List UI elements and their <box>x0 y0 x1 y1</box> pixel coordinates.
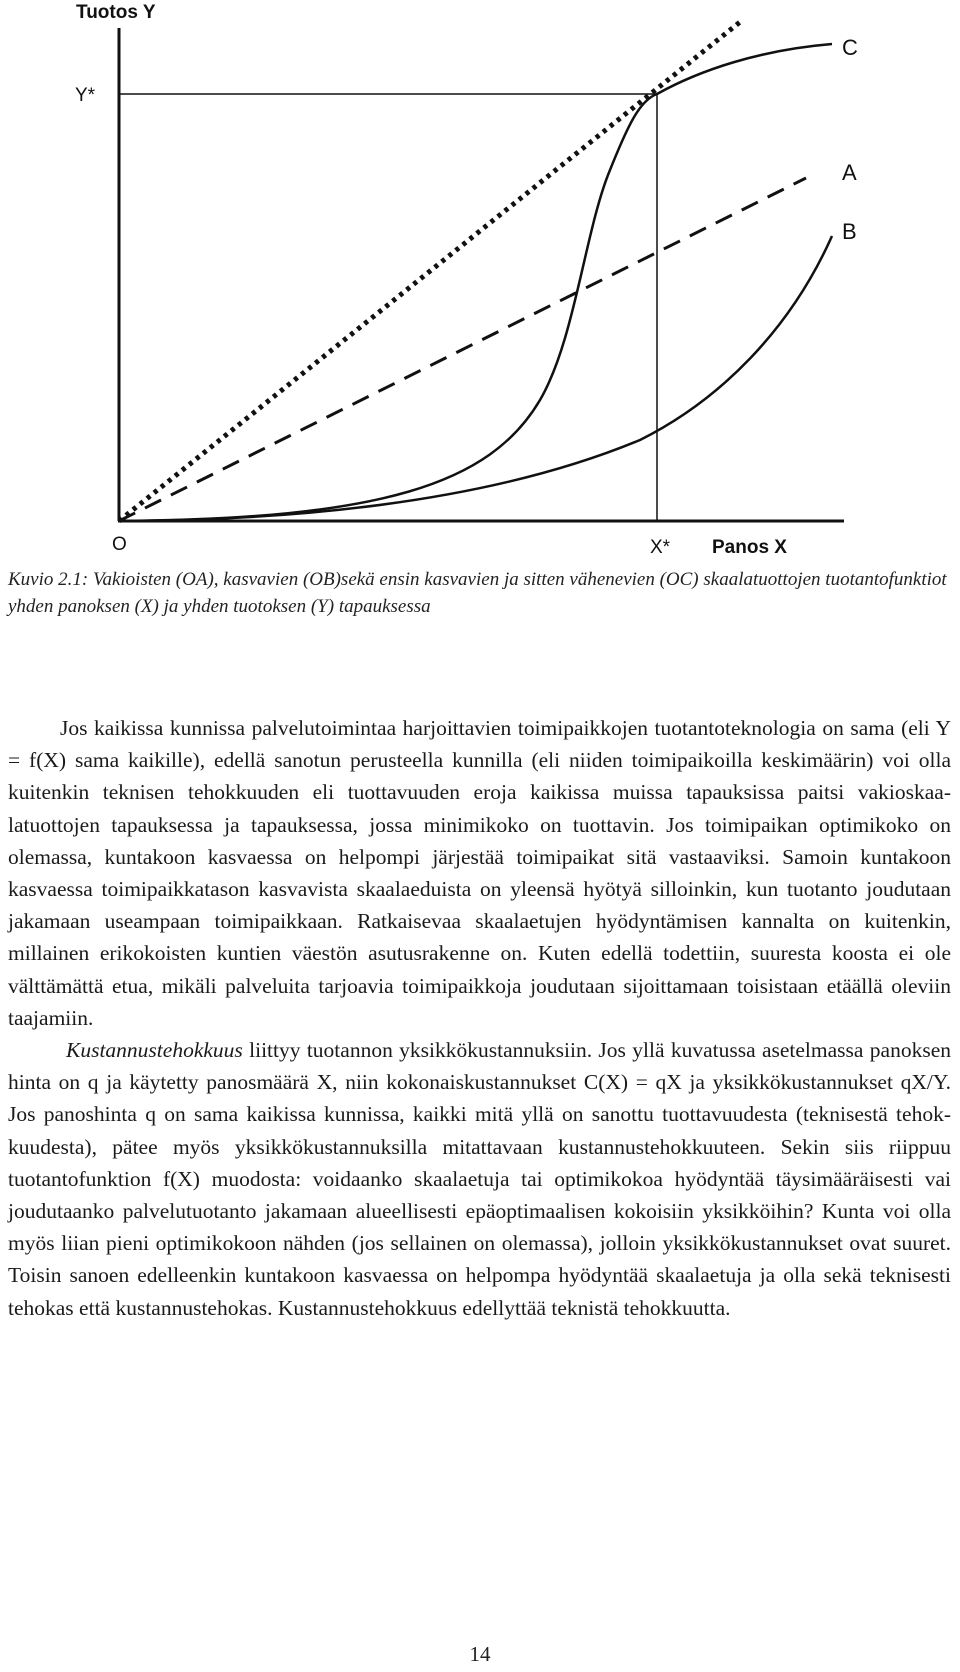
curve-oa-constant <box>119 22 740 521</box>
curve-a-label: A <box>842 160 857 185</box>
curve-convex <box>119 236 832 521</box>
production-function-figure <box>0 0 960 570</box>
x-star-label: X* <box>650 537 671 558</box>
paragraph-1: Jos kaikissa kunnissa palvelutoimintaa harjoittavien toimipaikkojen tuotantoteknologia on sama (eli Y = f(X) sama kaikille), edellä sanotun perusteella kunnilla (eli niiden toimipaikoilla keskimäärin) voi olla kuitenkin teknisen tehokkuuden eli tuottavuuden eroja kaikissa muissa tapauksissa paitsi vakioskaalatuottojen tapauksessa ja tapauksessa, jossa minimikoko on tuottavin. Jos toimipaikan optimikoko on olemassa, kuntakoon kasvaessa on helpompi järjestää toimipaikat sitä vastaaviksi. Samoin kuntakoon kasvaessa toimipaikkatason kasvavista skaalaeduista on yleensä hyötyä silloinkin, kun tuotanto joudutaan jakamaan useampaan toimipaikkaan. Ratkaisevaa skaalaetujen hyödyntämisen kannalta on kuitenkin, millainen erikokoisten kuntien väestön asutusrakenne on. Kuten edellä todettiin, suuresta koosta ei ole välttämättä etua, mikäli palveluita tarjoavia toimipaikkoja joudutaan sijoittamaan toisistaan etäällä oleviin taajamiin. <box>8 716 951 1030</box>
curve-oc <box>119 44 832 521</box>
y-star-label: Y* <box>75 85 96 106</box>
curve-c-label: C <box>842 35 858 60</box>
figure-caption: Kuvio 2.1: Vakioisten (OA), kasvavien (OB)sekä ensin kasvavien ja sitten vähenevien (OC) skaalatuottojen tuotantofunktiot yhden panoksen (X) ja yhden tuotoksen (Y) tapauksessa <box>8 569 947 617</box>
paragraph-2 <box>8 1034 951 1324</box>
curve-b-label: B <box>842 219 857 244</box>
paragraph-2-term: Kustannustehokkuus <box>66 1038 243 1063</box>
origin-label: O <box>112 534 127 555</box>
page-number: 14 <box>469 1642 491 1666</box>
x-axis-title: Panos X <box>712 537 787 558</box>
body-text <box>8 712 951 1324</box>
y-axis-title: Tuotos Y <box>76 2 156 23</box>
paragraph-2-text: liittyy tuotannon yksikkökustannuksiin. Jos yllä kuvatussa asetelmassa panoksen hinta on q ja käytetty panosmäärä X, niin kokonaiskustannukset C(X) = qX ja yksikkökustannukset qX/Y. Jos panoshinta q on sama kaikissa kunnissa, kaikki mitä yllä on sanottu tuottavuudesta (teknisestä tehokkuudesta), pätee myös yksikkökustannuksilla mitattavaan kustannustehokkuuteen. Sekin siis riippuu tuotantofunktion f(X) muodosta: voidaanko skaalaetuja tai optimikokoa hyödyntää täysimääräisesti vai joudutaanko palvelutuotanto jakamaan alueellisesti epäoptimaalisen kokoisiin yksikköihin? Kunta voi olla myös liian pieni optimikokoon nähden (jos sellainen on olemassa), jolloin yksikkökustannukset ovat suuret. Toisin sanoen edelleenkin kuntakoon kasvaessa on helpompa hyödyntää skaalaetuja ja olla sekä teknisesti tehokas että kustannustehokas. Kustannustehokkuus edellyttää teknistä tehokkuutta. <box>8 1038 951 1320</box>
